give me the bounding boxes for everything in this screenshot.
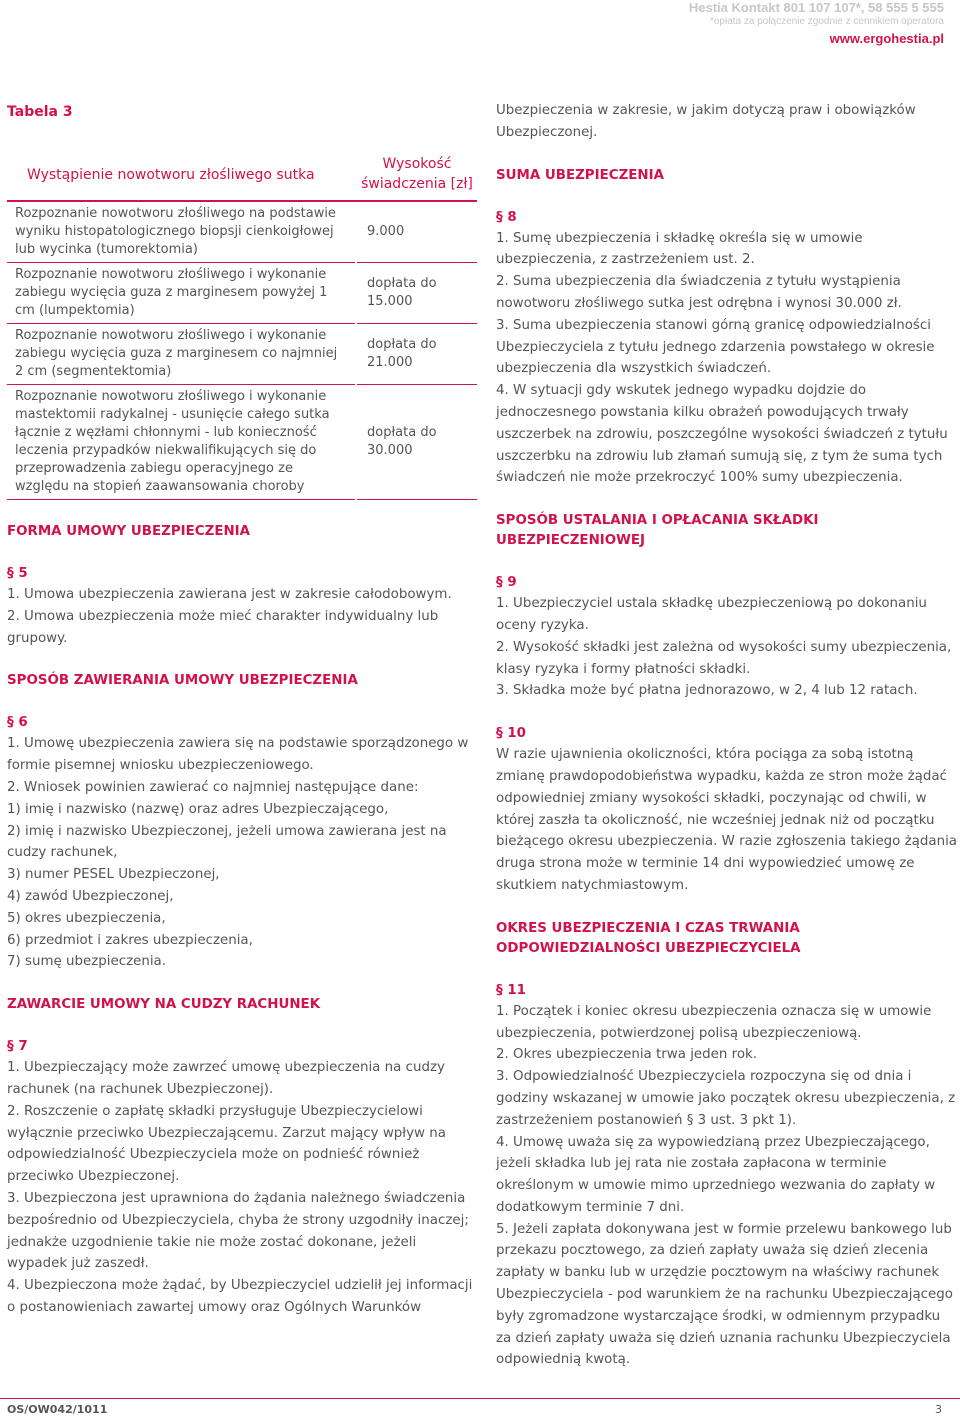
table-cell-desc: Rozpoznanie nowotworu złośliwego i wykonanie zabiegu wycięcia guza z marginesem powyżej 1 cm (lumpektomia) — [7, 263, 356, 324]
list-item: 1) imię i nazwisko (nazwę) oraz adres Ubezpieczającego, — [7, 801, 389, 817]
list-item: 6) przedmiot i zakres ubezpieczenia, — [7, 932, 253, 948]
paragraph-text: 1. Sumę ubezpieczenia i składkę określa się w umowie ubezpieczenia, z zastrzeżeniem ust. 2. — [496, 230, 863, 268]
document-code: OS/OW042/1011 — [7, 1403, 108, 1416]
section-heading-zawarcie: ZAWARCIE UMOWY NA CUDZY RACHUNEK — [7, 997, 321, 1013]
paragraph-text: 5. Jeżeli zapłata dokonywana jest w formie przelewu bankowego lub przekazu pocztowego, za dzień zapłaty uważa się dzień zlecenia zapłaty w banku lub w urzędzie pocztowym na właściwy rachunek Ubezpieczyciela - pod warunkiem że na rachunku Ubezpieczającego były zgromadzone wystarczające środki, w odmiennym przypadku za dzień zapłaty uważa się dzień uznania rachunku Ubezpieczyciela odpowiednią kwotą. — [496, 1221, 953, 1368]
list-item: 5) okres ubezpieczenia, — [7, 910, 166, 926]
paragraph-text: 3. Suma ubezpieczenia stanowi górną granicę odpowiedzialności Ubezpieczyciela z tytułu jednego zdarzenia powstałego w okresie ubezpieczenia dla wszystkich świadczeń. — [496, 317, 935, 377]
section-heading-suma: SUMA UBEZPIECZENIA — [496, 167, 664, 183]
table-title: Tabela 3 — [7, 104, 73, 120]
paragraph-text: 1. Początek i koniec okresu ubezpieczenia oznacza się w umowie ubezpieczenia, potwierdzonej polisą ubezpieczeniową. — [496, 1003, 932, 1041]
section-heading-skladka: SPOSÓB USTALANIA I OPŁACANIA SKŁADKI UBEZPIECZENIOWEJ — [496, 513, 819, 549]
paragraph-text: 2. Suma ubezpieczenia dla świadczenia z tytułu wystąpienia nowotworu złośliwego sutka jest odrębna i wynosi 30.000 zł. — [496, 274, 902, 311]
paragraph-number: § 10 — [496, 726, 526, 742]
paragraph-text: 2. Roszczenie o zapłatę składki przysługuje Ubezpieczycielowi wyłącznie przeciwko Ubezpieczającemu. Zarzut mający wpływ na odpowiedzialność Ubezpieczyciela może on podnieść również przeciwko Ubezpieczonej. — [7, 1103, 446, 1185]
table-header-row — [7, 148, 477, 201]
paragraph-text: 4. Umowę uważa się za wypowiedzianą przez Ubezpieczającego, jeżeli składka lub jej rata nie została zapłacona w terminie określonym w umowie mimo uprzedniego wezwania do zapłaty w dodatkowym terminie 7 dni. — [496, 1134, 936, 1215]
left-column — [7, 100, 477, 1319]
table-cell-amount: dopłata do 21.000 — [356, 324, 477, 385]
hotline-note: *opłata za połączenie zgodnie z cennikiem operatora — [709, 16, 944, 27]
footer-divider — [0, 1398, 960, 1399]
paragraph-text: W razie ujawnienia okoliczności, która pociąga za sobą istotną zmianę prawdopodobieństwa wypadku, każda ze stron może żądać odpowiedniej zmiany wysokości składki, poczynając od chwili, w której zaszła ta okoliczność, nie wcześniej jednak niż od początku bieżącego okresu ubezpieczenia. W razie zgłoszenia takiego żądania druga strona może w terminie 14 dni wypowiedzieć umowę ze skutkiem natychmiastowym. — [496, 747, 957, 893]
list-item: 2) imię i nazwisko Ubezpieczonej, jeżeli umowa zawierana jest na cudzy rachunek, — [7, 823, 447, 861]
paragraph-number: § 6 — [7, 715, 28, 731]
paragraph-text: 3. Ubezpieczona jest uprawniona do żądania należnego świadczenia bezpośrednio od Ubezpieczyciela, chyba że strony uzgodniły inaczej; jednakże uzgodnienie takie nie może zostać dokonane, jeżeli wypadek już zaszedł. — [7, 1190, 469, 1272]
section-heading-okres: OKRES UBEZPIECZENIA I CZAS TRWANIA ODPOWIEDZIALNOŚCI UBEZPIECZYCIELA — [496, 920, 801, 956]
section-heading-forma: FORMA UMOWY UBEZPIECZENIA — [7, 524, 251, 539]
section-heading-sposob: SPOSÓB ZAWIERANIA UMOWY UBEZPIECZENIA — [7, 673, 358, 689]
table-row — [7, 263, 477, 324]
paragraph-number: § 11 — [496, 982, 526, 998]
list-item: 7) sumę ubezpieczenia. — [7, 954, 167, 970]
paragraph-text: 2. Umowa ubezpieczenia może mieć charakter indywidualny lub grupowy. — [7, 608, 439, 646]
list-item: 4) zawód Ubezpieczonej, — [7, 888, 174, 904]
paragraph-text: 4. Ubezpieczona może żądać, by Ubezpieczyciel udzielił jej informacji o postanowieniach zawartej umowy oraz Ogólnych Warunków — [7, 1278, 473, 1315]
paragraph-text: 2. Wysokość składki jest zależna od wysokości sumy ubezpieczenia, klasy ryzyka i formy płatności składki. — [496, 639, 952, 677]
table-row — [7, 385, 477, 500]
page-number: 3 — [935, 1403, 942, 1416]
table-cell-desc: Rozpoznanie nowotworu złośliwego na podstawie wyniku histopatologicznego biopsji cienkoigłowej lub wycinka (tumorektomia) — [7, 201, 356, 263]
paragraph-text: Ubezpieczenia w zakresie, w jakim dotyczą praw i obowiązków Ubezpieczonej. — [496, 103, 916, 140]
paragraph-text: 3. Składka może być płatna jednorazowo, w 2, 4 lub 12 ratach. — [496, 683, 918, 699]
paragraph-text: 1. Ubezpieczający może zawrzeć umowę ubezpieczenia na cudzy rachunek (na rachunek Ubezpieczonej). — [7, 1060, 445, 1097]
paragraph-text: 2. Wniosek powinien zawierać co najmniej następujące dane: — [7, 779, 419, 795]
table-header-col1: Wystąpienie nowotworu złośliwego sutka — [7, 148, 356, 201]
paragraph-number: § 9 — [496, 575, 517, 591]
hotline-text: Hestia Kontakt 801 107 107*, 58 555 5 555 — [688, 0, 944, 15]
paragraph-number: § 7 — [7, 1039, 28, 1055]
website-link[interactable]: www.ergohestia.pl — [829, 31, 944, 46]
table-cell-desc: Rozpoznanie nowotworu złośliwego i wykonanie mastektomii radykalnej - usunięcie całego sutka łącznie z węzłami chłonnymi - lub konieczność leczenia przypadków niekwalifikujących się do przeprowadzenia zabiegu operacyjnego ze względu na stopień zaawansowania choroby — [7, 385, 356, 500]
table-row — [7, 201, 477, 263]
table-row — [7, 324, 477, 385]
table-cell-amount: dopłata do 30.000 — [356, 385, 477, 500]
paragraph-number: § 5 — [7, 566, 28, 581]
table-cell-amount: dopłata do 15.000 — [356, 263, 477, 324]
paragraph-text: 1. Umowa ubezpieczenia zawierana jest w zakresie całodobowym. — [7, 587, 452, 602]
table-cell-amount: 9.000 — [356, 201, 477, 263]
paragraph-text: 1. Umowę ubezpieczenia zawiera się na podstawie sporządzonego w formie pisemnej wniosku ubezpieczeniowego. — [7, 736, 469, 774]
paragraph-text: 1. Ubezpieczyciel ustala składkę ubezpieczeniową po dokonaniu oceny ryzyka. — [496, 596, 927, 633]
right-column — [496, 100, 958, 1371]
paragraph-number: § 8 — [496, 209, 517, 225]
paragraph-text: 4. W sytuacji gdy wskutek jednego wypadku dojdzie do jednoczesnego powstania kilku obrażeń powodujących trwały uszczerbek na zdrowiu, poszczególne wysokości świadczeń z tytułu uszczerbku na zdrowiu lub złamań sumują się, z tym że suma tych świadczeń nie może przekroczyć 100% sumy ubezpieczenia. — [496, 383, 948, 486]
paragraph-text: 3. Odpowiedzialność Ubezpieczyciela rozpoczyna się od dnia i godziny wskazanej w umowie jako początek okresu ubezpieczenia, z zastrzeżeniem postanowień § 3 ust. 3 pkt 1). — [496, 1069, 956, 1128]
paragraph-text: 2. Okres ubezpieczenia trwa jeden rok. — [496, 1047, 758, 1063]
list-item: 3) numer PESEL Ubezpieczonej, — [7, 867, 220, 883]
contact-header — [689, 0, 944, 50]
benefits-table — [7, 148, 477, 500]
table-cell-desc: Rozpoznanie nowotworu złośliwego i wykonanie zabiegu wycięcia guza z marginesem co najmniej 2 cm (segmentektomia) — [7, 324, 356, 385]
table-header-col2: Wysokość świadczenia [zł] — [356, 148, 477, 201]
